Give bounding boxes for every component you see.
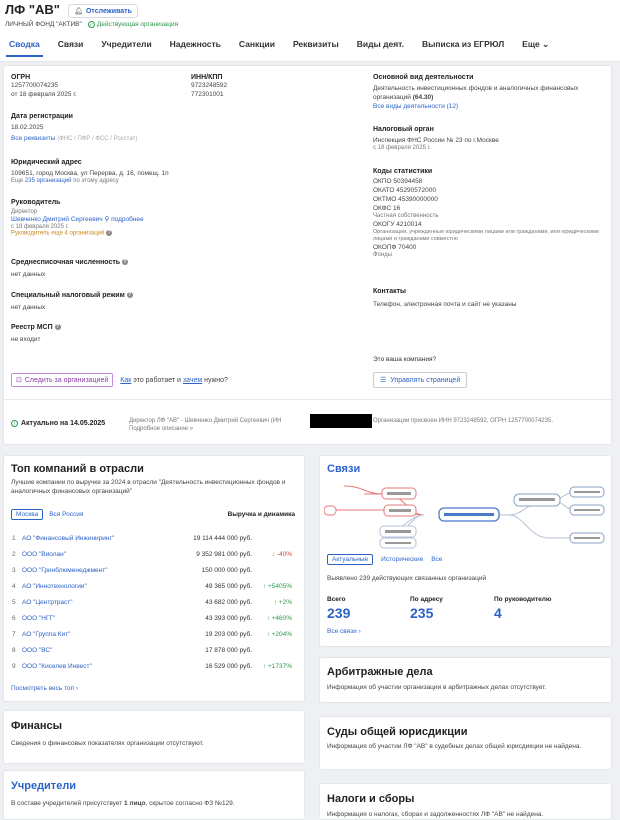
row-number: 3 xyxy=(12,567,16,574)
company-revenue: 43 393 000 руб. xyxy=(205,615,252,622)
links-card xyxy=(319,455,612,647)
description-more-link[interactable]: Подробное описание » xyxy=(129,426,194,432)
finance-card xyxy=(3,710,305,764)
company-revenue: 17 878 000 руб. xyxy=(205,647,252,654)
links-total[interactable]: 239 xyxy=(327,605,351,621)
tab-russia[interactable]: Вся Россия xyxy=(49,511,84,518)
okved-label: Основной вид деятельности xyxy=(373,74,474,81)
row-number: 4 xyxy=(12,583,16,590)
top-companies-card xyxy=(3,455,305,702)
follow-button-label: Отслеживать xyxy=(85,7,132,15)
company-revenue: 19 114 444 000 руб. xyxy=(193,535,252,542)
address-orgs-link[interactable]: 235 организаций xyxy=(24,178,72,184)
company-revenue: 43 682 000 руб. xyxy=(205,599,252,606)
taxes-title: Налоги и сборы xyxy=(327,793,415,805)
top-desc: Лучшие компании по выручке за 2024 в отрасли "Деятельность инвестиционных фондов и аналогичных финансовых организаций" xyxy=(11,479,286,495)
company-dynamics: ↑ +204% xyxy=(266,631,292,638)
contacts-label: Контакты xyxy=(373,288,407,295)
kpp-value: 772301001 xyxy=(191,91,224,98)
ogrn-label: ОГРН xyxy=(11,74,31,81)
list-icon: ☰ xyxy=(380,377,387,384)
table-row xyxy=(12,533,292,544)
company-dynamics: ↑ +5405% xyxy=(262,583,292,590)
links-found: Выявлено 239 действующих связанных организаций xyxy=(327,575,487,582)
table-row xyxy=(12,597,292,608)
tab-sanctions[interactable]: Санкции xyxy=(238,39,275,49)
founders-text-pre: В составе учредителей присутствует xyxy=(11,800,125,807)
bell-icon: 🔔︎ xyxy=(74,8,83,15)
tab-summary[interactable]: Сводка xyxy=(0,35,49,57)
company-link[interactable]: АО "Финансовый Инжиниринг" xyxy=(22,535,115,542)
reg-date-label: Дата регистрации xyxy=(11,113,73,120)
why-link[interactable]: зачем xyxy=(182,376,203,384)
okfs-value: ОКФС 16 xyxy=(373,205,401,212)
arbitration-title: Арбитражные дела xyxy=(327,666,433,678)
help-icon[interactable]: ? xyxy=(56,324,60,331)
check-icon: ✓ xyxy=(89,21,94,28)
follow-org-label: Следить за организацией xyxy=(24,376,109,384)
address-value: 109651, город Москва, ул Перерва, д. 16, помещ. 1п xyxy=(11,170,169,177)
address-note-post: по этому адресу xyxy=(73,178,119,184)
how-link[interactable]: Как xyxy=(120,376,132,384)
finance-text: Сведения о финансовых показателях организации отсутствуют. xyxy=(11,740,204,747)
okopf-value: ОКОПФ 70400 xyxy=(373,244,417,251)
okved-code: (64.30) xyxy=(412,94,434,101)
msp-value: не входит xyxy=(11,336,41,343)
graph-nodes xyxy=(324,487,604,548)
company-link[interactable]: АО "Центртраст" xyxy=(22,599,73,606)
row-number: 1 xyxy=(12,535,16,542)
your-company-text: Это ваша компания? xyxy=(373,356,437,363)
tax-regime-value: нет данных xyxy=(11,304,46,311)
taxes-text: Информация о налогах, сборах и задолженностях ЛФ "АВ" не найдена. xyxy=(327,811,544,818)
revenue-column-header: Выручка и динамика xyxy=(227,511,295,518)
company-link[interactable]: ООО "Киселев Инвест" xyxy=(22,663,92,670)
okato-value: ОКАТО 45290572000 xyxy=(373,187,436,194)
actual-date: Актуально на 14.05.2025 xyxy=(21,420,106,427)
stat-codes-label: Коды статистики xyxy=(373,168,433,175)
head-date: с 18 февраля 2025 г. xyxy=(11,224,69,230)
staff-label: Среднесписочная численность xyxy=(11,259,121,266)
company-revenue: 19 203 000 руб. xyxy=(205,631,252,638)
head-orgs-link[interactable]: Руководитель еще 4 организаций xyxy=(11,230,105,237)
all-links-link[interactable]: Все связи › xyxy=(327,628,361,635)
company-link[interactable]: ООО "ВС" xyxy=(22,647,53,654)
summary-card xyxy=(3,65,612,445)
head-more-link[interactable]: подробнее xyxy=(111,216,144,223)
company-dynamics: ↑ +460% xyxy=(266,615,292,622)
links-graph[interactable] xyxy=(324,480,610,550)
links-title[interactable]: Связи xyxy=(327,463,361,475)
help-icon[interactable]: ? xyxy=(123,259,127,266)
finance-title: Финансы xyxy=(11,720,63,732)
tax-regime-label: Специальный налоговый режим xyxy=(11,292,125,299)
see-all-top-link[interactable]: Посмотреть весь топ › xyxy=(11,685,79,692)
courts-card xyxy=(319,716,612,770)
tax-authority-value: Инспекция ФНС России № 23 по г.Москве xyxy=(373,137,499,144)
page-header xyxy=(0,0,620,62)
okfs-note: Частная собственность xyxy=(373,213,439,219)
follow-org-button[interactable] xyxy=(11,373,113,387)
taxes-card xyxy=(319,783,612,820)
chevron-down-icon: ⌄ xyxy=(542,39,550,49)
tab-activities[interactable]: Виды деят. xyxy=(356,39,404,49)
founders-text-post: , скрытое согласно ФЗ №129. xyxy=(145,800,235,807)
all-activities-link[interactable]: Все виды деятельности (12) xyxy=(373,103,459,110)
tab-reliability[interactable]: Надежность xyxy=(169,39,221,49)
table-row xyxy=(12,629,292,640)
okved-value: Деятельность инвестиционных фондов и аналогичных финансовых организаций xyxy=(373,85,579,101)
full-name: ЛИЧНЫЙ ФОНД "АКТИВ" xyxy=(5,21,82,28)
founders-card xyxy=(3,770,305,820)
inn-label: ИНН/КПП xyxy=(191,74,223,81)
contacts-value: Телефон, электронная почта и сайт не указаны xyxy=(373,301,517,308)
staff-value: нет данных xyxy=(11,271,46,278)
table-row xyxy=(12,549,292,560)
company-dynamics: ↓ -40% xyxy=(271,551,292,558)
links-addr-label: По адресу xyxy=(410,596,443,603)
tabs xyxy=(0,35,558,57)
tab-requisites[interactable]: Реквизиты xyxy=(292,39,339,49)
description-text-b: Организации присвоен ИНН 9723248592, ОГРН 1257700074235. xyxy=(373,418,553,424)
ogrn-date: от 18 февраля 2025 г. xyxy=(11,91,77,98)
status-text: Действующая организация xyxy=(96,21,179,28)
oktmo-value: ОКТМО 45390000000 xyxy=(373,196,438,203)
tab-moscow[interactable]: Москва xyxy=(11,509,43,520)
okogu-note: Организации, учрежденные юридическими лицами или гражданами, или юридическими лицами и гражданами совместно xyxy=(373,229,599,242)
row-number: 9 xyxy=(12,663,16,670)
courts-text: Информация об участии ЛФ "АВ" в судебных делах общей юрисдикции не найдена. xyxy=(327,743,582,750)
person-icon: ⚲ xyxy=(104,216,110,223)
manage-page-label: Управлять страницей xyxy=(390,376,461,384)
company-link[interactable]: ООО "Гринблюменеджмент" xyxy=(22,567,108,574)
okopf-note: Фонды xyxy=(373,252,393,258)
tax-authority-date: с 18 февраля 2025 г. xyxy=(373,145,431,151)
head-name-link[interactable]: Шевченко Дмитрий Сергеевич xyxy=(11,216,103,223)
company-link[interactable]: ООО "Виолан" xyxy=(22,551,67,558)
all-links-label: Все связи xyxy=(327,628,357,635)
tab-egrul[interactable]: Выписка из ЕГРЮЛ xyxy=(421,39,505,49)
head-label: Руководитель xyxy=(11,199,61,206)
tab-more-label: Еще xyxy=(522,39,540,49)
founders-title[interactable]: Учредители xyxy=(11,780,77,792)
arbitration-card xyxy=(319,657,612,703)
okogu-value: ОКОГУ 4210014 xyxy=(373,221,422,228)
arbitration-text: Информация об участии организации в арбитражных делах отсутствует. xyxy=(327,684,547,691)
links-head[interactable]: 4 xyxy=(494,605,502,621)
how-mid-text: это работает и xyxy=(131,376,183,384)
all-requisites-note: (ФНС / ПФР / ФСС / Росстат) xyxy=(57,136,138,142)
tab-all[interactable]: Все xyxy=(431,556,443,563)
how-post-text: нужно? xyxy=(202,376,228,384)
row-number: 8 xyxy=(12,647,16,654)
company-revenue: 9 352 981 000 руб. xyxy=(196,551,252,558)
tax-authority-label: Налоговый орган xyxy=(373,126,434,133)
row-number: 7 xyxy=(12,631,16,638)
inn-value: 9723248592 xyxy=(191,82,228,89)
all-requisites-link[interactable]: Все реквизиты xyxy=(11,135,56,142)
links-head-label: По руководителю xyxy=(494,596,552,603)
status-badge xyxy=(88,21,178,28)
ogrn-value: 1257700074235 xyxy=(11,82,58,89)
company-revenue: 16 529 000 руб. xyxy=(205,663,252,670)
tab-actual[interactable]: Актуальные xyxy=(327,554,373,565)
tab-founders[interactable]: Учредители xyxy=(101,39,152,49)
company-dynamics: ↑ +1737% xyxy=(262,663,292,670)
row-number: 2 xyxy=(12,551,16,558)
company-revenue: 49 365 000 руб. xyxy=(205,583,252,590)
table-row xyxy=(12,661,292,672)
table-row xyxy=(12,565,292,576)
links-total-label: Всего xyxy=(327,596,346,603)
row-number: 6 xyxy=(12,615,16,622)
help-icon[interactable]: ? xyxy=(128,292,132,299)
page-title: ЛФ "АВ" xyxy=(5,2,60,17)
tab-historical[interactable]: Исторические xyxy=(381,556,424,563)
links-addr[interactable]: 235 xyxy=(410,605,434,621)
table-row xyxy=(12,613,292,624)
tab-more[interactable] xyxy=(513,35,558,57)
table-row xyxy=(12,645,292,656)
top-title: Топ компаний в отрасли xyxy=(11,463,144,475)
courts-title: Суды общей юрисдикции xyxy=(327,726,468,738)
bookmark-icon: ⊡ xyxy=(16,377,22,384)
description-text-a: Директор ЛФ "АВ" - Шевченко Дмитрий Сергеевич (ИН xyxy=(129,418,282,424)
reg-date-value: 18.02.2025 xyxy=(11,124,44,131)
see-all-label: Посмотреть весь топ xyxy=(11,685,75,692)
msp-label: Реестр МСП xyxy=(11,324,53,331)
table-row xyxy=(12,581,292,592)
follow-button[interactable] xyxy=(68,4,138,18)
okpo-value: ОКПО 50394458 xyxy=(373,178,423,185)
info-icon: i xyxy=(11,420,18,427)
redaction-box xyxy=(310,414,372,428)
address-note-pre: Еще xyxy=(11,178,24,184)
tab-links[interactable]: Связи xyxy=(57,39,84,49)
founders-count: 1 лицо xyxy=(124,800,146,807)
row-number: 5 xyxy=(12,599,16,606)
help-icon[interactable]: ? xyxy=(107,230,111,236)
company-link[interactable]: АО "Группа Кит" xyxy=(22,631,71,638)
address-label: Юридический адрес xyxy=(11,159,82,166)
company-revenue: 150 000 000 руб. xyxy=(201,567,252,574)
head-role: Директор xyxy=(11,209,38,215)
manage-page-button[interactable] xyxy=(373,372,467,388)
company-link[interactable]: АО "Иннотехнологии" xyxy=(22,583,87,590)
company-dynamics: ↑ +2% xyxy=(273,599,292,606)
company-link[interactable]: ООО "НГГ" xyxy=(22,615,56,622)
